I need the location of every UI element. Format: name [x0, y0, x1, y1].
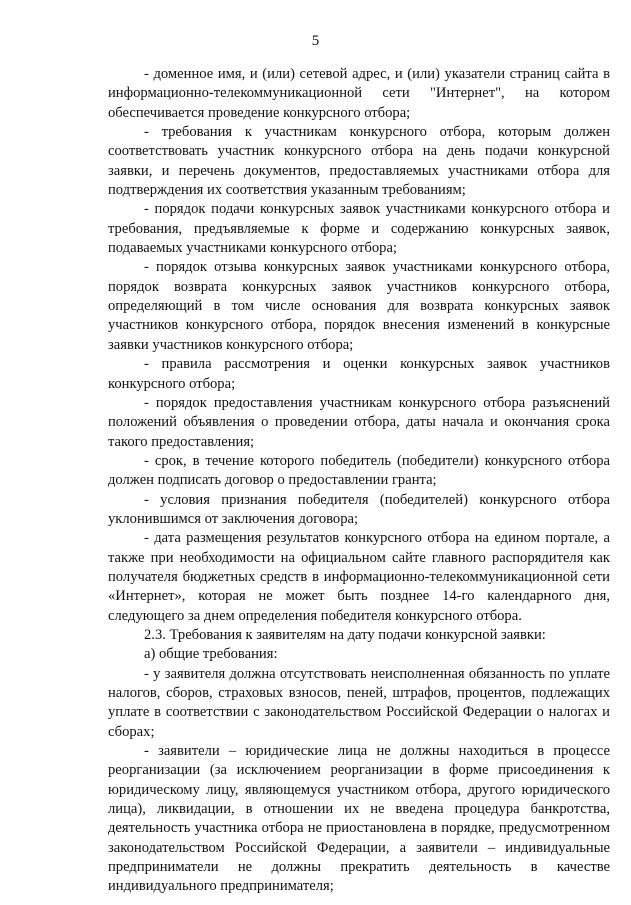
subsection-heading-general: а) общие требования: [144, 646, 278, 663]
list-item-reorganization: - заявители – юридические лица не должны находиться в процессе реорганизации (за исключением реорганизации в форме присоединения к юридическому лицу, являющемуся участником отбора, другого юридического лица), ликвидации, в отношении их не введена процедура банкротства, деятельность участника отбора не приостановлена в порядке, предусмотренном законодательством Российской Федерации, а заявители – индивидуальные предприниматели не должны прекратить деятельность в качестве индивидуального предпринимателя; [108, 743, 610, 895]
list-item-application-submission: - порядок подачи конкурсных заявок участниками конкурсного отбора и требования, предъявляемые к форме и содержанию конкурсных заявок, подаваемых участниками конкурсного отбора; [108, 201, 610, 257]
list-item-evasion-conditions: - условия признания победителя (победителей) конкурсного отбора уклонившимся от заключения договора; [108, 491, 610, 527]
list-item-application-withdrawal: - порядок отзыва конкурсных заявок участниками конкурсного отбора, порядок возврата конкурсных заявок участников конкурсного отбора, определяющий в том числе основания для возврата конкурсных заявок участников конкурсного отбора, порядок внесения изменений в конкурсные заявки участников конкурсного отбора; [108, 259, 610, 353]
page-number: 5 [311, 33, 320, 49]
list-item-contract-deadline: - срок, в течение которого победитель (победители) конкурсного отбора должен подписать договор о предоставлении гранта; [108, 452, 610, 489]
list-item-tax-obligations: - у заявителя должна отсутствовать неисполненная обязанность по уплате налогов, сборов, страховых взносов, пеней, штрафов, процентов, подлежащих уплате в соответствии с законодательством Российской Федерации о налогах и сборах; [108, 665, 610, 740]
list-item-results-date: - дата размещения результатов конкурсного отбора на едином портале, а также при необходимости на официальном сайте главного распорядителя как получателя бюджетных средств в информационно-телекоммуникационной сети «Интернет», которая не может быть позднее 14-го календарного дня, следующего за днем определения победителя конкурсного отбора. [108, 530, 610, 624]
list-item-clarifications: - порядок предоставления участникам конкурсного отбора разъяснений положений объявления о проведении отбора, даты начала и окончания срока такого предоставления; [108, 394, 610, 450]
list-item-participant-requirements: - требования к участникам конкурсного отбора, которым должен соответствовать участник конкурсного отбора на день подачи конкурсной заявки, и перечень документов, предоставляемых участниками отбора для подтверждения их соответствия указанным требованиям; [108, 124, 610, 199]
list-item-evaluation-rules: - правила рассмотрения и оценки конкурсных заявок участников конкурсного отбора; [108, 356, 610, 392]
section-heading-2-3: 2.3. Требования к заявителям на дату подачи конкурсной заявки: [144, 626, 546, 643]
document-body [108, 65, 610, 897]
list-item-domain-name: - доменное имя, и (или) сетевой адрес, и (или) указатели страниц сайта в информационно-телекоммуникационной сети "Интернет", на котором обеспечивается проведение конкурсного отбора; [108, 66, 610, 121]
